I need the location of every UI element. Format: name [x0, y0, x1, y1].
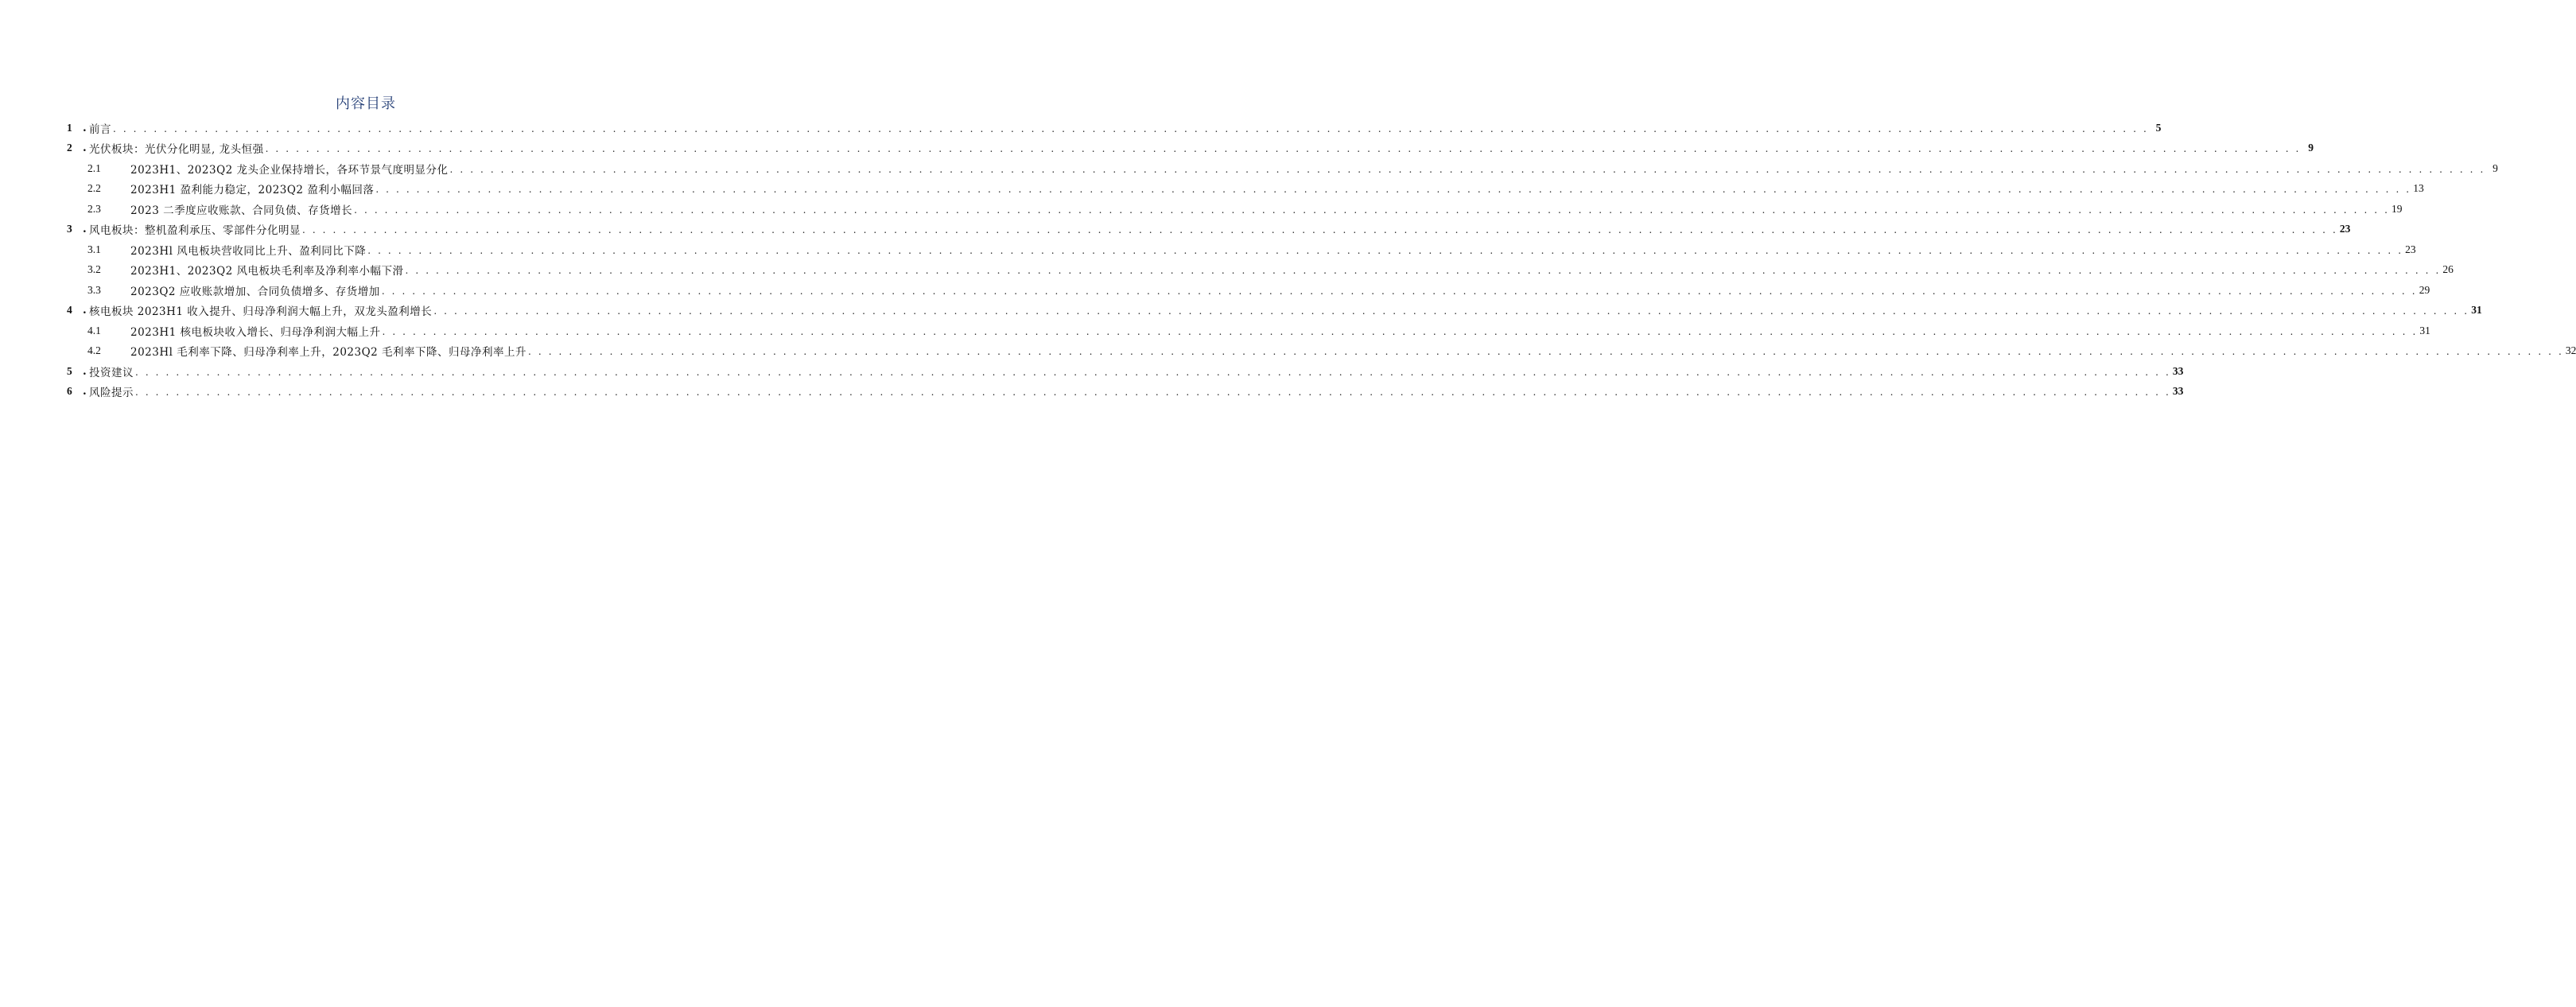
toc-leader-dots: . . . . . . . . . . . . . . . . . . . . . . . . . . . . . . . . . . . . . . . . . . . . . . . . . . . . . . . . . . . . . . . . . . . . . . . . . . . . . . . . . . . . . . . . . . . . . . . . . . . . . . . . . . . . . . . . . . . . . . . . . . . . . . . . . . . . . . . . . . . . . . . . . . . . . . . . . . . . . . . . . . . . . . . . . . . . . . . . . . . . . . . . . . . . . . . . . . . . . . . . — [528, 346, 2564, 358]
toc-leader-dots: . . . . . . . . . . . . . . . . . . . . . . . . . . . . . . . . . . . . . . . . . . . . . . . . . . . . . . . . . . . . . . . . . . . . . . . . . . . . . . . . . . . . . . . . . . . . . . . . . . . . . . . . . . . . . . . . . . . . . . . . . . . . . . . . . . . . . . . . . . . . . . . . . . . . . . . . . . . . . . . . . . . . . . . . . . . . . . . . . . . . . . . . . . . . . . . . . . . . . . . . — [113, 122, 2149, 134]
toc-entry-page-number: 23 — [2339, 223, 2351, 235]
toc-entry-separator: . — [83, 385, 87, 399]
toc-entry-page-number: 26 — [2442, 263, 2454, 276]
toc-entry-page-number: 9 — [2492, 161, 2498, 174]
toc-entry-separator: . — [83, 364, 87, 378]
toc-leader-dots: . . . . . . . . . . . . . . . . . . . . . . . . . . . . . . . . . . . . . . . . . . . . . . . . . . . . . . . . . . . . . . . . . . . . . . . . . . . . . . . . . . . . . . . . . . . . . . . . . . . . . . . . . . . . . . . . . . . . . . . . . . . . . . . . . . . . . . . . . . . . . . . . . . . . . . . . . . . . . . . . . . . . . . . . . . . . . . . . . . . . . . . . . . . . . . . . . . . . . . . . — [302, 224, 2338, 236]
toc-entry-label: 2023H1、2023Q2 龙头企业保持增长，各环节景气度明显分化 — [130, 163, 449, 177]
toc-entry-label: 2023H1 盈利能力稳定，2023Q2 盈利小幅回落 — [130, 184, 375, 197]
toc-entry-number: 4 — [67, 304, 72, 317]
toc-entry-page-number: 31 — [2471, 304, 2482, 317]
toc-entry-label: 光伏板块：光伏分化明显, 龙头恒强 — [89, 143, 264, 157]
toc-entry[interactable] — [67, 361, 2184, 382]
toc-entry-separator: . — [83, 121, 87, 134]
toc-leader-dots: . . . . . . . . . . . . . . . . . . . . . . . . . . . . . . . . . . . . . . . . . . . . . . . . . . . . . . . . . . . . . . . . . . . . . . . . . . . . . . . . . . . . . . . . . . . . . . . . . . . . . . . . . . . . . . . . . . . . . . . . . . . . . . . . . . . . . . . . . . . . . . . . . . . . . . . . . . . . . . . . . . . . . . . . . . . . . . . . . . . . . . . . . . . . . . . . . . . . . . . . — [382, 325, 2418, 337]
toc-entry[interactable] — [67, 301, 2482, 321]
toc-entry[interactable] — [67, 179, 2424, 200]
toc-entry-page-number: 19 — [2391, 202, 2403, 215]
toc-entry-label: 核电板块 2023H1 收入提升、归母净利润大幅上升，双龙头盈利增长 — [89, 305, 433, 319]
toc-entry-label: 风险提示 — [89, 387, 134, 400]
toc-entry-number: 6 — [67, 385, 72, 398]
toc-leader-dots: . . . . . . . . . . . . . . . . . . . . . . . . . . . . . . . . . . . . . . . . . . . . . . . . . . . . . . . . . . . . . . . . . . . . . . . . . . . . . . . . . . . . . . . . . . . . . . . . . . . . . . . . . . . . . . . . . . . . . . . . . . . . . . . . . . . . . . . . . . . . . . . . . . . . . . . . . . . . . . . . . . . . . . . . . . . . . . . . . . . . . . . . . . . . . . . . . . . . . . . . — [354, 204, 2390, 216]
toc-entry-number: 3.2 — [87, 263, 101, 276]
toc-entry-label: 2023Hl 风电板块营收同比上升、盈利同比下降 — [130, 244, 367, 258]
toc-leader-dots: . . . . . . . . . . . . . . . . . . . . . . . . . . . . . . . . . . . . . . . . . . . . . . . . . . . . . . . . . . . . . . . . . . . . . . . . . . . . . . . . . . . . . . . . . . . . . . . . . . . . . . . . . . . . . . . . . . . . . . . . . . . . . . . . . . . . . . . . . . . . . . . . . . . . . . . . . . . . . . . . . . . . . . . . . . . . . . . . . . . . . . . . . . . . . . . . . . . . . . . . — [433, 305, 2469, 317]
toc-entry-label: 2023H1、2023Q2 风电板块毛利率及净利率小幅下滑 — [130, 265, 404, 278]
toc-entry-page-number: 29 — [2419, 283, 2430, 296]
toc-entry-label: 2023Q2 应收账款增加、合同负债增多、存货增加 — [130, 285, 380, 298]
table-of-contents — [67, 118, 2576, 402]
toc-entry-label: 2023 二季度应收账款、合同负债、存货增长 — [130, 204, 353, 217]
toc-leader-dots: . . . . . . . . . . . . . . . . . . . . . . . . . . . . . . . . . . . . . . . . . . . . . . . . . . . . . . . . . . . . . . . . . . . . . . . . . . . . . . . . . . . . . . . . . . . . . . . . . . . . . . . . . . . . . . . . . . . . . . . . . . . . . . . . . . . . . . . . . . . . . . . . . . . . . . . . . . . . . . . . . . . . . . . . . . . . . . . . . . . . . . . . . . . . . . . . . . . . . . . . — [265, 143, 2301, 155]
toc-entry-page-number: 33 — [2172, 364, 2184, 377]
toc-entry-label: 风电板块：整机盈利承压、零部件分化明显 — [89, 224, 301, 238]
toc-entry-separator: . — [83, 223, 87, 236]
toc-entry-number: 4.1 — [87, 324, 101, 336]
toc-entry[interactable] — [67, 158, 2498, 179]
toc-entry-number: 2 — [67, 142, 72, 154]
toc-leader-dots: . . . . . . . . . . . . . . . . . . . . . . . . . . . . . . . . . . . . . . . . . . . . . . . . . . . . . . . . . . . . . . . . . . . . . . . . . . . . . . . . . . . . . . . . . . . . . . . . . . . . . . . . . . . . . . . . . . . . . . . . . . . . . . . . . . . . . . . . . . . . . . . . . . . . . . . . . . . . . . . . . . . . . . . . . . . . . . . . . . . . . . . . . . . . . . . . . . . . . . . . — [405, 265, 2441, 277]
toc-entry-number: 3.3 — [87, 283, 101, 296]
toc-entry-page-number: 33 — [2172, 385, 2184, 398]
toc-entry[interactable] — [67, 280, 2430, 301]
toc-entry-number: 2.1 — [87, 161, 101, 174]
toc-entry[interactable] — [67, 199, 2403, 220]
toc-entry[interactable] — [67, 341, 2576, 362]
toc-entry-number: 2.2 — [87, 182, 101, 195]
toc-entry-number: 2.3 — [87, 202, 101, 215]
toc-entry-number: 3.1 — [87, 243, 101, 255]
toc-entry[interactable] — [67, 321, 2430, 341]
toc-entry-label: 2023H1 核电板块收入增长、归母净利润大幅上升 — [130, 325, 381, 339]
toc-entry[interactable] — [67, 220, 2351, 240]
toc-entry-separator: . — [83, 304, 87, 317]
toc-title: 内容目录 — [336, 95, 396, 112]
toc-entry-number: 4.2 — [87, 344, 101, 357]
toc-entry[interactable] — [67, 239, 2416, 260]
toc-entry-label: 投资建议 — [89, 366, 134, 379]
toc-entry-page-number: 13 — [2413, 182, 2424, 195]
toc-entry-page-number: 31 — [2419, 324, 2430, 336]
toc-entry-number: 5 — [67, 364, 72, 377]
toc-entry-page-number: 32 — [2565, 344, 2576, 357]
toc-entry-page-number: 23 — [2405, 243, 2416, 255]
toc-leader-dots: . . . . . . . . . . . . . . . . . . . . . . . . . . . . . . . . . . . . . . . . . . . . . . . . . . . . . . . . . . . . . . . . . . . . . . . . . . . . . . . . . . . . . . . . . . . . . . . . . . . . . . . . . . . . . . . . . . . . . . . . . . . . . . . . . . . . . . . . . . . . . . . . . . . . . . . . . . . . . . . . . . . . . . . . . . . . . . . . . . . . . . . . . . . . . . . . . . . . . . . . — [367, 244, 2403, 256]
toc-entry[interactable] — [67, 382, 2184, 402]
toc-entry-page-number: 9 — [2308, 142, 2314, 154]
toc-entry[interactable] — [67, 260, 2454, 281]
toc-leader-dots: . . . . . . . . . . . . . . . . . . . . . . . . . . . . . . . . . . . . . . . . . . . . . . . . . . . . . . . . . . . . . . . . . . . . . . . . . . . . . . . . . . . . . . . . . . . . . . . . . . . . . . . . . . . . . . . . . . . . . . . . . . . . . . . . . . . . . . . . . . . . . . . . . . . . . . . . . . . . . . . . . . . . . . . . . . . . . . . . . . . . . . . . . . . . . . . . . . . . . . . . — [381, 285, 2418, 297]
toc-leader-dots: . . . . . . . . . . . . . . . . . . . . . . . . . . . . . . . . . . . . . . . . . . . . . . . . . . . . . . . . . . . . . . . . . . . . . . . . . . . . . . . . . . . . . . . . . . . . . . . . . . . . . . . . . . . . . . . . . . . . . . . . . . . . . . . . . . . . . . . . . . . . . . . . . . . . . . . . . . . . . . . . . . . . . . . . . . . . . . . . . . . . . . . . . . . . . . . . . . . . . . . . — [449, 163, 2485, 175]
toc-entry-number: 3 — [67, 223, 72, 235]
toc-entry-page-number: 5 — [2155, 121, 2162, 134]
toc-entry-number: 1 — [67, 121, 72, 134]
toc-entry-label: 前言 — [89, 122, 111, 136]
toc-leader-dots: . . . . . . . . . . . . . . . . . . . . . . . . . . . . . . . . . . . . . . . . . . . . . . . . . . . . . . . . . . . . . . . . . . . . . . . . . . . . . . . . . . . . . . . . . . . . . . . . . . . . . . . . . . . . . . . . . . . . . . . . . . . . . . . . . . . . . . . . . . . . . . . . . . . . . . . . . . . . . . . . . . . . . . . . . . . . . . . . . . . . . . . . . . . . . . . . . . . . . . . . — [135, 387, 2171, 399]
toc-entry-separator: . — [83, 142, 87, 155]
toc-leader-dots: . . . . . . . . . . . . . . . . . . . . . . . . . . . . . . . . . . . . . . . . . . . . . . . . . . . . . . . . . . . . . . . . . . . . . . . . . . . . . . . . . . . . . . . . . . . . . . . . . . . . . . . . . . . . . . . . . . . . . . . . . . . . . . . . . . . . . . . . . . . . . . . . . . . . . . . . . . . . . . . . . . . . . . . . . . . . . . . . . . . . . . . . . . . . . . . . . . . . . . . . — [375, 184, 2411, 196]
toc-leader-dots: . . . . . . . . . . . . . . . . . . . . . . . . . . . . . . . . . . . . . . . . . . . . . . . . . . . . . . . . . . . . . . . . . . . . . . . . . . . . . . . . . . . . . . . . . . . . . . . . . . . . . . . . . . . . . . . . . . . . . . . . . . . . . . . . . . . . . . . . . . . . . . . . . . . . . . . . . . . . . . . . . . . . . . . . . . . . . . . . . . . . . . . . . . . . . . . . . . . . . . . . — [135, 366, 2171, 378]
toc-entry-label: 2023Hl 毛利率下降、归母净利率上升，2023Q2 毛利率下降、归母净利率上升 — [130, 346, 527, 360]
toc-entry[interactable] — [67, 118, 2162, 138]
toc-entry[interactable] — [67, 138, 2314, 159]
